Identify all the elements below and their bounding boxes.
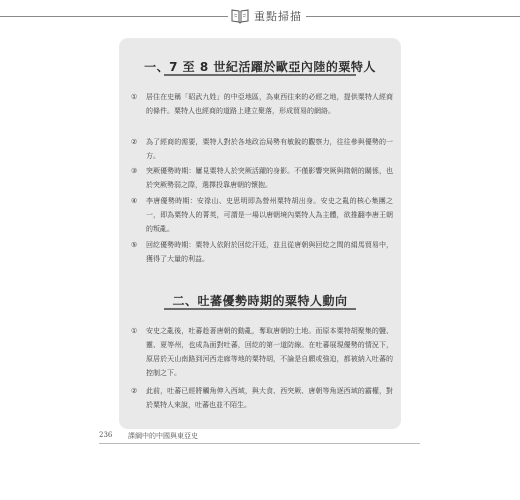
item-number: ④ [131, 197, 138, 205]
list-item [131, 384, 393, 412]
item-text: 李唐優勢時期：安祿山、史思明即為營州粟特胡出身。安史之亂的核心集團之一，即為粟特人的菁英，可謂是一場以唐朝境內粟特人為主體，欲推翻李唐王朝的叛亂。 [146, 197, 393, 233]
item-text: 突厥優勢時期：屢見粟特人於突厥活躍的身影。不僅影響突厥與隋朝的關係，也於突厥勢弱之際，選擇投靠唐朝的懷抱。 [146, 167, 393, 189]
section-header-title: 重點掃描 [254, 10, 302, 23]
item-number: ① [131, 93, 138, 101]
top-divider-right [306, 16, 520, 17]
open-book-icon [230, 7, 250, 25]
book-title: 課綱中的中國與東亞史 [128, 432, 198, 440]
content-card [119, 38, 401, 429]
list-item [131, 194, 393, 236]
item-text: 居住在史稱「昭武九姓」的中亞地區，為東西往來的必經之地，提供粟特人經商的條件。粟特人也經商的道路上建立聚落，形成貿易的網絡。 [146, 93, 393, 115]
list-item [131, 90, 393, 118]
item-number: ② [131, 138, 138, 146]
item-number: ⑤ [131, 241, 138, 249]
page-number: 236 [99, 431, 113, 439]
footer-divider [99, 443, 420, 444]
section1-heading: 一、7 至 8 世紀活躍於歐亞內陸的粟特人 [144, 60, 376, 74]
section1-heading-underline [164, 74, 356, 76]
top-bar [0, 6, 520, 28]
item-text: 安史之亂後，吐蕃趁著唐朝的動亂，奪取唐朝的土地。而原本粟特胡聚集的鹽、靈、夏等州，也成為面對吐蕃，回紇的第一道防線。在吐蕃展現優勢的情況下，原居於天山南路到河西走廊等地的粟特胡，不論是自願或強迫，都被納入吐蕃的控制之下。 [146, 327, 393, 377]
list-item [131, 135, 393, 163]
item-text: 為了經商的需要，粟特人對於各地政治局勢有敏銳的觀察力，往往參與優勢的一方。 [146, 138, 393, 160]
section2-heading: 二、吐蕃優勢時期的粟特人動向 [172, 294, 348, 308]
item-number: ② [131, 387, 138, 395]
item-number: ③ [131, 167, 138, 175]
item-number: ① [131, 327, 138, 335]
top-divider-left [0, 16, 228, 17]
list-item [131, 238, 393, 266]
section2-heading-underline [164, 308, 356, 310]
list-item [131, 164, 393, 192]
list-item [131, 324, 393, 380]
item-text: 此前，吐蕃已經將觸角伸入西域，與大食、西突厥、唐朝等角逐西域的霸權，對於粟特人來說，吐蕃也並不陌生。 [146, 387, 393, 409]
item-text: 回紇優勢時期：粟特人依附於回紇汗廷，並且從唐朝與回紇之間的絹馬貿易中，獲得了大量的利益。 [146, 241, 393, 263]
